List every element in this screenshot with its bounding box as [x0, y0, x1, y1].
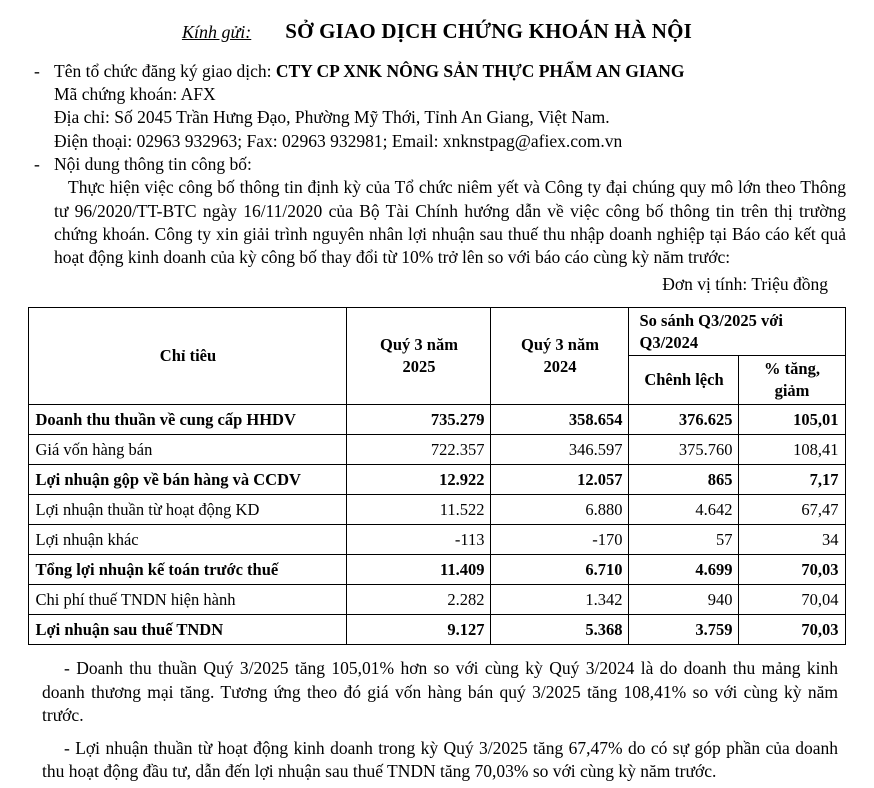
row-difference: 375.760 [629, 435, 739, 465]
disclosure-body: Thực hiện việc công bố thông tin định kỳ của Tổ chức niêm yết và Công ty đại chúng quy mô lớn theo Thông tư 96/2020/TT-BTC ngày 16/11/2020 của Bộ Tài Chính hướng dẫn về việc công bố thông tin trên thị trường chứng khoán. Công ty xin giải trình nguyên nhân lợi nhuận sau thuế thu nhập doanh nghiệp tại Báo cáo kết quả hoạt động kinh doanh của kỳ công bố thay đổi từ 10% trở lên so với báo cáo cùng kỳ năm trước: [54, 177, 846, 268]
row-label: Lợi nhuận sau thuế TNDN [29, 615, 347, 645]
disclosure-block [28, 153, 846, 269]
row-q3-2025: 722.357 [347, 435, 491, 465]
table-row [29, 525, 845, 555]
row-label: Lợi nhuận gộp về bán hàng và CCDV [29, 465, 347, 495]
row-label: Chi phí thuế TNDN hiện hành [29, 585, 347, 615]
table-row [29, 435, 845, 465]
row-q3-2024: 5.368 [491, 615, 629, 645]
row-difference: 376.625 [629, 405, 739, 435]
table-row [29, 585, 845, 615]
row-percent: 7,17 [739, 465, 845, 495]
row-percent: 70,03 [739, 555, 845, 585]
row-q3-2025: 735.279 [347, 405, 491, 435]
row-difference: 57 [629, 525, 739, 555]
row-q3-2024: 6.710 [491, 555, 629, 585]
row-q3-2024: 6.880 [491, 495, 629, 525]
row-difference: 3.759 [629, 615, 739, 645]
company-name-line [54, 60, 846, 83]
row-q3-2025: 12.922 [347, 465, 491, 495]
financial-table [28, 307, 845, 646]
header-comparison: So sánh Q3/2025 với Q3/2024 [629, 307, 845, 356]
row-q3-2025: 2.282 [347, 585, 491, 615]
row-difference: 4.642 [629, 495, 739, 525]
company-name-value: CTY CP XNK NÔNG SẢN THỰC PHẨM AN GIANG [275, 60, 685, 81]
row-percent: 67,47 [739, 495, 845, 525]
table-header-row-1 [29, 307, 845, 356]
table-row [29, 615, 845, 645]
row-percent: 70,03 [739, 615, 845, 645]
table-row [29, 405, 845, 435]
row-q3-2024: 358.654 [491, 405, 629, 435]
header-q3-2024 [491, 307, 629, 405]
table-row [29, 465, 845, 495]
row-label: Tổng lợi nhuận kế toán trước thuế [29, 555, 347, 585]
table-row [29, 495, 845, 525]
company-name-label: Tên tổ chức đăng ký giao dịch: [54, 60, 272, 81]
header-difference: Chênh lệch [629, 356, 739, 405]
bullet-dash-2: - [34, 153, 40, 174]
row-percent: 70,04 [739, 585, 845, 615]
disclosure-heading: Nội dung thông tin công bố: [54, 153, 252, 174]
unit-note: Đơn vị tính: Triệu đồng [662, 274, 828, 295]
row-label: Lợi nhuận thuần từ hoạt động KD [29, 495, 347, 525]
row-label: Lợi nhuận khác [29, 525, 347, 555]
header-q3-2025 [347, 307, 491, 405]
row-q3-2024: 346.597 [491, 435, 629, 465]
explanation-notes [28, 657, 846, 783]
row-q3-2025: -113 [347, 525, 491, 555]
recipient-organization: SỞ GIAO DỊCH CHỨNG KHOÁN HÀ NỘI [285, 19, 693, 43]
ticker-line: Mã chứng khoán: AFX [54, 84, 216, 105]
recipient-label: Kính gửi: [181, 22, 252, 42]
row-q3-2024: 1.342 [491, 585, 629, 615]
financial-table-body [29, 405, 845, 645]
row-percent: 34 [739, 525, 845, 555]
header-q3-2025-line1: Quý 3 năm [380, 335, 458, 355]
row-difference: 865 [629, 465, 739, 495]
note-profit: - Lợi nhuận thuần từ hoạt động kinh doanh trong kỳ Quý 3/2025 tăng 67,47% do có sự góp phần của doanh thu hoạt động đầu tư, dẫn đến lợi nhuận sau thuế TNDN tăng 70,03% so với cùng kỳ năm trước. [42, 738, 838, 782]
contact-line: Điện thoại: 02963 932963; Fax: 02963 932981; Email: xnknstpag@afiex.com.vn [54, 130, 623, 151]
row-label: Giá vốn hàng bán [29, 435, 347, 465]
row-percent: 105,01 [739, 405, 845, 435]
header-percent-change: % tăng, giảm [739, 356, 845, 405]
address-line: Địa chỉ: Số 2045 Trần Hưng Đạo, Phường Mỹ Thới, Tỉnh An Giang, Việt Nam. [54, 107, 610, 128]
bullet-dash: - [34, 60, 40, 81]
row-q3-2025: 11.409 [347, 555, 491, 585]
note-revenue: - Doanh thu thuần Quý 3/2025 tăng 105,01% hơn so với cùng kỳ Quý 3/2024 là do doanh thu mảng kinh doanh thương mại tăng. Tương ứng theo đó giá vốn hàng bán quý 3/2025 tăng 108,41% so với cùng kỳ năm trước. [42, 658, 838, 725]
table-row [29, 555, 845, 585]
row-q3-2024: 12.057 [491, 465, 629, 495]
row-q3-2024: -170 [491, 525, 629, 555]
header-q3-2024-line2: 2024 [543, 356, 577, 376]
header-q3-2024-line1: Quý 3 năm [521, 335, 599, 355]
header-q3-2025-line2: 2025 [402, 356, 436, 376]
company-info-block [28, 60, 846, 153]
header-indicator: Chỉ tiêu [29, 307, 347, 405]
document-header [28, 18, 846, 46]
row-difference: 940 [629, 585, 739, 615]
row-difference: 4.699 [629, 555, 739, 585]
row-label: Doanh thu thuần về cung cấp HHDV [29, 405, 347, 435]
row-q3-2025: 11.522 [347, 495, 491, 525]
row-percent: 108,41 [739, 435, 845, 465]
row-q3-2025: 9.127 [347, 615, 491, 645]
